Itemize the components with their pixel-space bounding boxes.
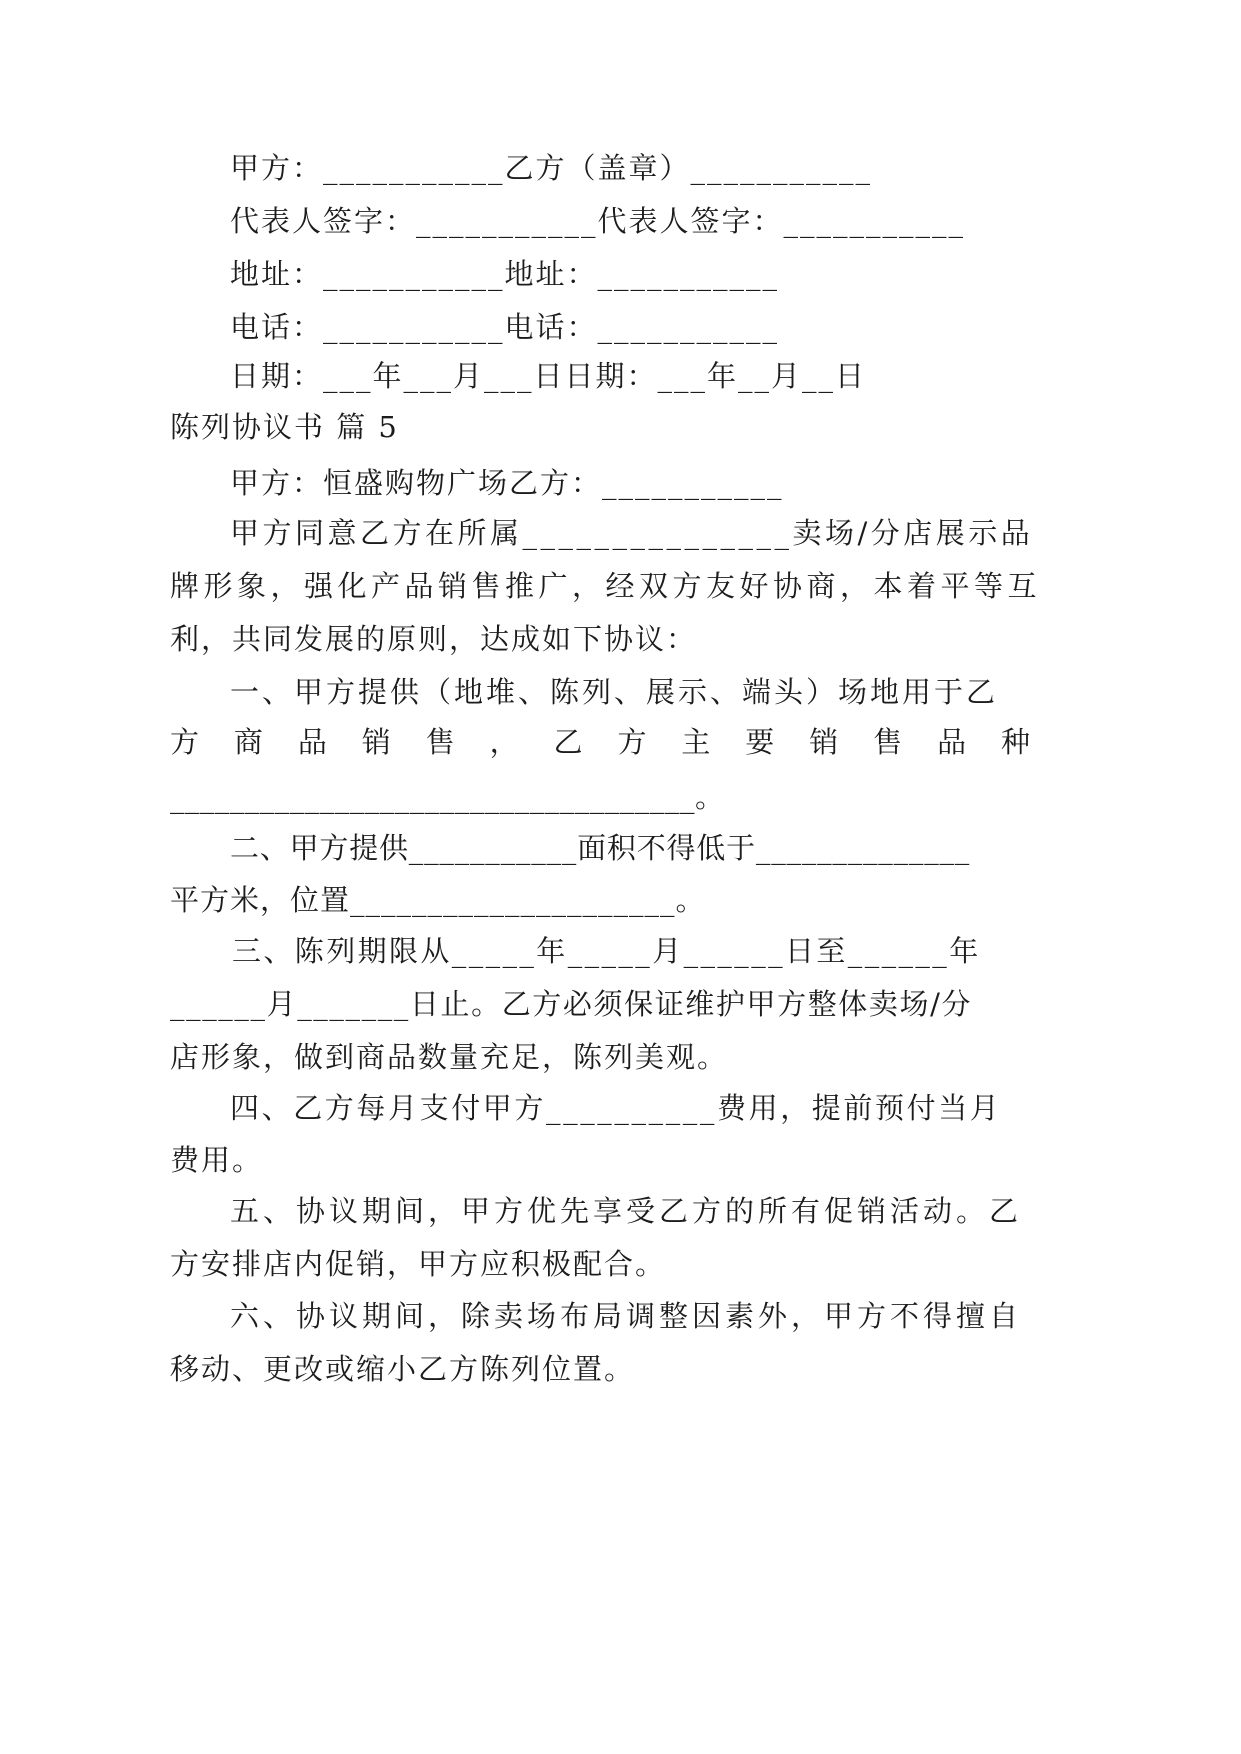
clause-char: 乙 [553,725,583,759]
clause-1-line-3: ___________________________________。 [170,780,725,814]
clause-5-line-2: 方安排店内促销，甲方应积极配合。 [170,1247,667,1281]
clause-6-line-2: 移动、更改或缩小乙方陈列位置。 [170,1352,636,1386]
intro-line-1: 甲方同意乙方在所属_______________卖场/分店展示品 [230,516,1034,550]
clause-char: 品 [297,725,327,759]
section-title: 陈列协议书 篇 5 [170,410,399,444]
clause-2-line-1: 二、甲方提供___________面积不得低于______________ [230,831,971,865]
clause-char: ， [489,725,519,759]
address-line: 地址：___________地址：___________ [230,257,780,291]
clause-4-line-1: 四、乙方每月支付甲方__________费用，提前预付当月 [230,1091,1002,1125]
clause-char: 销 [809,725,839,759]
clause-6-line-1: 六、协议期间，除卖场布局调整因素外，甲方不得擅自 [230,1299,1023,1333]
clause-char: 品 [937,725,967,759]
date-line: 日期：___年___月___日日期：___年__月__日 [230,359,867,393]
party-a-signature-line: 甲方：___________乙方（盖章）___________ [230,151,873,185]
clause-1-line-2 [170,722,1030,762]
clause-char: 销 [361,725,391,759]
intro-line-3: 利，共同发展的原则，达成如下协议： [170,622,698,656]
clause-1-line-1: 一、甲方提供（地堆、陈列、展示、端头）场地用于乙 [230,675,999,709]
clause-char: 方 [170,725,200,759]
clause-char: 种 [1000,725,1030,759]
clause-3-line-1: 三、陈列期限从_____年_____月______日至______年 [232,934,981,968]
clause-3-line-2: ______月_______日止。乙方必须保证维护甲方整体卖场/分 [170,987,973,1021]
intro-line-2: 牌形象，强化产品销售推广，经双方友好协商，本着平等互 [170,569,1042,603]
clause-2-line-2: 平方米，位置_____________________。 [170,883,706,917]
representative-signature-line: 代表人签字：___________代表人签字：___________ [230,204,966,238]
clause-char: 售 [425,725,455,759]
clause-5-line-1: 五、协议期间，甲方优先享受乙方的所有促销活动。乙 [230,1194,1023,1228]
clause-3-line-3: 店形象，做到商品数量充足，陈列美观。 [170,1040,729,1074]
phone-line: 电话：___________电话：___________ [230,310,780,344]
clause-char: 主 [681,725,711,759]
clause-char: 要 [745,725,775,759]
clause-char: 售 [873,725,903,759]
parties-line: 甲方：恒盛购物广场乙方：___________ [230,466,784,500]
clause-char: 方 [617,725,647,759]
clause-char: 商 [233,725,263,759]
clause-4-line-2: 费用。 [170,1143,264,1177]
